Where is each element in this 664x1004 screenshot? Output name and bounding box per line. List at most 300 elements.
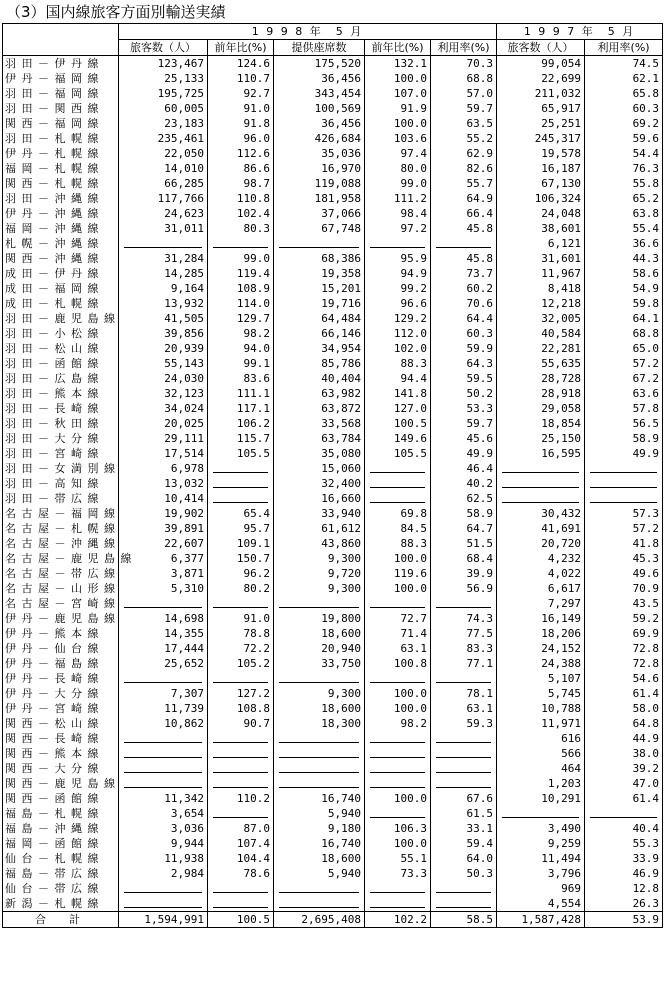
table-row — [3, 326, 663, 341]
prev-load-factor-cell: 12.8 — [585, 881, 663, 896]
route-name-cell: 伊 丹 － 札 幌 線 — [3, 146, 119, 161]
load-factor-cell: 45.8 — [431, 221, 497, 236]
prev-passengers-cell: 3,796 — [497, 866, 585, 881]
seats-yoy-cell: 100.0 — [365, 71, 431, 86]
prev-passengers-cell: 20,720 — [497, 536, 585, 551]
passengers-cell: 10,862 — [119, 716, 208, 731]
passengers-yoy-cell: 108.9 — [208, 281, 274, 296]
prev-passengers-cell: 55,635 — [497, 356, 585, 371]
prev-load-factor-cell: 55.4 — [585, 221, 663, 236]
route-name-cell: 名 古 屋 － 宮 崎 線 — [3, 596, 119, 611]
prev-load-factor-cell: 41.8 — [585, 536, 663, 551]
prev-passengers-cell: 1,203 — [497, 776, 585, 791]
prev-load-factor-cell: 55.3 — [585, 836, 663, 851]
no-data-dash — [279, 885, 359, 893]
seats-yoy-cell: 99.0 — [365, 176, 431, 191]
seats-cell — [274, 896, 365, 912]
total-load-factor: 58.5 — [431, 912, 497, 928]
load-factor-cell: 62.5 — [431, 491, 497, 506]
no-data-dash — [213, 675, 268, 683]
seats-yoy-cell: 69.8 — [365, 506, 431, 521]
seats-yoy-cell: 100.0 — [365, 686, 431, 701]
prev-load-factor-cell: 69.9 — [585, 626, 663, 641]
seats-cell: 43,860 — [274, 536, 365, 551]
prev-load-factor-cell: 57.3 — [585, 506, 663, 521]
table-row — [3, 341, 663, 356]
column-header-passengers: 旅客数（人） — [119, 40, 208, 56]
seats-yoy-cell: 97.2 — [365, 221, 431, 236]
load-factor-cell: 77.1 — [431, 656, 497, 671]
prev-load-factor-cell: 46.9 — [585, 866, 663, 881]
table-row — [3, 446, 663, 461]
seats-cell: 35,036 — [274, 146, 365, 161]
prev-load-factor-cell — [585, 476, 663, 491]
passengers-cell: 31,284 — [119, 251, 208, 266]
seats-yoy-cell: 98.2 — [365, 716, 431, 731]
passengers-cell — [119, 896, 208, 912]
seats-cell: 63,982 — [274, 386, 365, 401]
route-name-cell: 新 潟 － 札 幌 線 — [3, 896, 119, 912]
passengers-yoy-cell: 65.4 — [208, 506, 274, 521]
seats-yoy-cell: 100.0 — [365, 581, 431, 596]
load-factor-cell: 46.4 — [431, 461, 497, 476]
route-name-cell: 名 古 屋 － 福 岡 線 — [3, 506, 119, 521]
passengers-cell: 14,355 — [119, 626, 208, 641]
passengers-yoy-cell: 86.6 — [208, 161, 274, 176]
prev-load-factor-cell: 62.1 — [585, 71, 663, 86]
load-factor-cell — [431, 671, 497, 686]
seats-yoy-cell: 97.4 — [365, 146, 431, 161]
total-prev-load-factor: 53.9 — [585, 912, 663, 928]
seats-yoy-cell: 111.2 — [365, 191, 431, 206]
seats-cell: 61,612 — [274, 521, 365, 536]
table-row — [3, 401, 663, 416]
table-row — [3, 836, 663, 851]
route-name-cell: 名 古 屋 － 帯 広 線 — [3, 566, 119, 581]
table-row — [3, 716, 663, 731]
no-data-dash — [370, 735, 425, 743]
prev-passengers-cell: 28,728 — [497, 371, 585, 386]
table-row — [3, 596, 663, 611]
passengers-yoy-cell: 108.8 — [208, 701, 274, 716]
passengers-cell: 39,856 — [119, 326, 208, 341]
passengers-cell: 34,024 — [119, 401, 208, 416]
route-name-cell: 羽 田 － 福 岡 線 — [3, 86, 119, 101]
passengers-cell: 23,183 — [119, 116, 208, 131]
seats-cell: 64,484 — [274, 311, 365, 326]
no-data-dash — [436, 600, 491, 608]
passengers-cell — [119, 671, 208, 686]
load-factor-cell: 64.0 — [431, 851, 497, 866]
prev-passengers-cell: 28,918 — [497, 386, 585, 401]
passengers-yoy-cell: 107.4 — [208, 836, 274, 851]
prev-passengers-cell: 4,232 — [497, 551, 585, 566]
seats-cell: 18,600 — [274, 701, 365, 716]
no-data-dash — [436, 240, 491, 248]
seats-cell: 5,940 — [274, 866, 365, 881]
seats-cell: 40,404 — [274, 371, 365, 386]
column-header-load-factor: 利用率(%) — [431, 40, 497, 56]
passengers-cell — [119, 596, 208, 611]
period-current-header: 1 9 9 8 年 5 月 — [119, 24, 497, 40]
seats-yoy-cell — [365, 236, 431, 251]
passengers-cell: 11,739 — [119, 701, 208, 716]
passengers-yoy-cell: 87.0 — [208, 821, 274, 836]
prev-load-factor-cell: 70.9 — [585, 581, 663, 596]
prev-passengers-cell: 25,150 — [497, 431, 585, 446]
passengers-cell: 195,725 — [119, 86, 208, 101]
total-passengers: 1,594,991 — [119, 912, 208, 928]
prev-passengers-cell: 616 — [497, 731, 585, 746]
column-header-seats: 提供座席数 — [274, 40, 365, 56]
passengers-cell: 19,902 — [119, 506, 208, 521]
seats-yoy-cell: 132.1 — [365, 56, 431, 72]
route-name-cell: 羽 田 － 関 西 線 — [3, 101, 119, 116]
seats-yoy-cell: 102.0 — [365, 341, 431, 356]
seats-yoy-cell — [365, 671, 431, 686]
passengers-cell: 24,623 — [119, 206, 208, 221]
prev-load-factor-cell: 59.6 — [585, 131, 663, 146]
load-factor-cell: 55.7 — [431, 176, 497, 191]
passengers-cell: 17,444 — [119, 641, 208, 656]
load-factor-cell: 59.4 — [431, 836, 497, 851]
prev-load-factor-cell: 72.8 — [585, 641, 663, 656]
prev-passengers-cell: 22,281 — [497, 341, 585, 356]
seats-cell: 68,386 — [274, 251, 365, 266]
load-factor-cell: 49.9 — [431, 446, 497, 461]
table-row — [3, 236, 663, 251]
route-name-cell: 関 西 － 札 幌 線 — [3, 176, 119, 191]
passengers-yoy-cell: 94.0 — [208, 341, 274, 356]
passengers-cell: 9,164 — [119, 281, 208, 296]
prev-passengers-cell: 22,699 — [497, 71, 585, 86]
prev-load-factor-cell: 68.8 — [585, 326, 663, 341]
route-name-cell: 福 岡 － 函 館 線 — [3, 836, 119, 851]
table-row — [3, 476, 663, 491]
load-factor-cell: 64.4 — [431, 311, 497, 326]
seats-yoy-cell: 94.4 — [365, 371, 431, 386]
prev-load-factor-cell: 64.8 — [585, 716, 663, 731]
prev-passengers-cell: 11,971 — [497, 716, 585, 731]
seats-yoy-cell: 119.6 — [365, 566, 431, 581]
passengers-yoy-cell: 98.2 — [208, 326, 274, 341]
seats-yoy-cell — [365, 476, 431, 491]
prev-passengers-cell: 5,107 — [497, 671, 585, 686]
seats-cell — [274, 746, 365, 761]
seats-cell: 18,600 — [274, 626, 365, 641]
seats-yoy-cell: 96.6 — [365, 296, 431, 311]
route-header-cell — [3, 24, 119, 56]
table-row — [3, 641, 663, 656]
route-name-cell: 成 田 － 伊 丹 線 — [3, 266, 119, 281]
prev-load-factor-cell: 58.0 — [585, 701, 663, 716]
route-name-cell: 羽 田 － 大 分 線 — [3, 431, 119, 446]
prev-passengers-cell: 3,490 — [497, 821, 585, 836]
route-name-cell: 成 田 － 札 幌 線 — [3, 296, 119, 311]
table-row — [3, 101, 663, 116]
route-name-cell: 羽 田 － 秋 田 線 — [3, 416, 119, 431]
no-data-dash — [370, 900, 425, 908]
load-factor-cell: 82.6 — [431, 161, 497, 176]
total-passengers-yoy: 100.5 — [208, 912, 274, 928]
prev-passengers-cell: 11,967 — [497, 266, 585, 281]
route-name-cell: 福 島 － 札 幌 線 — [3, 806, 119, 821]
load-factor-cell: 64.3 — [431, 356, 497, 371]
route-name-cell: 名 古 屋 － 札 幌 線 — [3, 521, 119, 536]
seats-cell: 18,600 — [274, 851, 365, 866]
seats-cell: 33,568 — [274, 416, 365, 431]
no-data-dash — [213, 885, 268, 893]
table-row — [3, 761, 663, 776]
passengers-cell: 5,310 — [119, 581, 208, 596]
load-factor-cell: 59.9 — [431, 341, 497, 356]
seats-yoy-cell: 100.0 — [365, 791, 431, 806]
seats-yoy-cell: 141.8 — [365, 386, 431, 401]
seats-cell: 426,684 — [274, 131, 365, 146]
transport-table-wrapper — [2, 23, 662, 928]
passengers-yoy-cell — [208, 596, 274, 611]
passengers-cell: 39,891 — [119, 521, 208, 536]
seats-cell: 85,786 — [274, 356, 365, 371]
prev-passengers-cell: 464 — [497, 761, 585, 776]
table-row — [3, 686, 663, 701]
prev-passengers-cell — [497, 476, 585, 491]
prev-passengers-cell: 4,022 — [497, 566, 585, 581]
prev-passengers-cell: 24,388 — [497, 656, 585, 671]
prev-load-factor-cell: 57.2 — [585, 521, 663, 536]
seats-cell: 9,180 — [274, 821, 365, 836]
prev-passengers-cell: 7,297 — [497, 596, 585, 611]
passengers-yoy-cell — [208, 746, 274, 761]
passengers-yoy-cell: 102.4 — [208, 206, 274, 221]
passengers-cell: 14,698 — [119, 611, 208, 626]
no-data-dash — [124, 765, 202, 773]
prev-load-factor-cell: 63.8 — [585, 206, 663, 221]
passengers-yoy-cell — [208, 476, 274, 491]
prev-passengers-cell: 24,048 — [497, 206, 585, 221]
route-name-cell: 羽 田 － 帯 広 線 — [3, 491, 119, 506]
no-data-dash — [124, 885, 202, 893]
route-name-cell: 関 西 － 熊 本 線 — [3, 746, 119, 761]
prev-load-factor-cell: 58.6 — [585, 266, 663, 281]
route-name-cell: 関 西 － 福 岡 線 — [3, 116, 119, 131]
load-factor-cell: 55.2 — [431, 131, 497, 146]
prev-load-factor-cell: 54.4 — [585, 146, 663, 161]
no-data-dash — [370, 480, 425, 488]
table-row — [3, 566, 663, 581]
prev-load-factor-cell — [585, 806, 663, 821]
no-data-dash — [502, 480, 579, 488]
seats-yoy-cell: 103.6 — [365, 131, 431, 146]
passengers-cell: 11,342 — [119, 791, 208, 806]
seats-cell: 9,300 — [274, 581, 365, 596]
prev-load-factor-cell: 56.5 — [585, 416, 663, 431]
seats-yoy-cell: 91.9 — [365, 101, 431, 116]
seats-cell: 16,740 — [274, 836, 365, 851]
prev-passengers-cell: 18,206 — [497, 626, 585, 641]
no-data-dash — [279, 240, 359, 248]
seats-yoy-cell: 94.9 — [365, 266, 431, 281]
prev-load-factor-cell: 65.8 — [585, 86, 663, 101]
no-data-dash — [590, 465, 657, 473]
seats-yoy-cell — [365, 746, 431, 761]
seats-cell: 34,954 — [274, 341, 365, 356]
passengers-cell: 2,984 — [119, 866, 208, 881]
table-row — [3, 221, 663, 236]
passengers-cell: 20,939 — [119, 341, 208, 356]
no-data-dash — [590, 480, 657, 488]
route-name-cell: 伊 丹 － 沖 縄 線 — [3, 206, 119, 221]
table-row — [3, 626, 663, 641]
seats-cell: 343,454 — [274, 86, 365, 101]
route-name-cell: 成 田 － 福 岡 線 — [3, 281, 119, 296]
load-factor-cell: 33.1 — [431, 821, 497, 836]
table-row — [3, 371, 663, 386]
seats-cell: 16,970 — [274, 161, 365, 176]
total-prev-passengers: 1,587,428 — [497, 912, 585, 928]
passengers-cell: 13,032 — [119, 476, 208, 491]
prev-load-factor-cell: 36.6 — [585, 236, 663, 251]
seats-yoy-cell: 63.1 — [365, 641, 431, 656]
passengers-yoy-cell: 109.1 — [208, 536, 274, 551]
seats-cell: 100,569 — [274, 101, 365, 116]
no-data-dash — [370, 765, 425, 773]
seats-cell — [274, 596, 365, 611]
load-factor-cell: 58.9 — [431, 506, 497, 521]
prev-passengers-cell: 11,494 — [497, 851, 585, 866]
seats-yoy-cell: 100.0 — [365, 116, 431, 131]
load-factor-cell: 60.3 — [431, 326, 497, 341]
passengers-yoy-cell — [208, 806, 274, 821]
no-data-dash — [279, 750, 359, 758]
prev-load-factor-cell: 61.4 — [585, 686, 663, 701]
seats-cell: 20,940 — [274, 641, 365, 656]
route-name-cell: 羽 田 － 鹿 児 島 線 — [3, 311, 119, 326]
prev-load-factor-cell: 33.9 — [585, 851, 663, 866]
prev-load-factor-cell: 67.2 — [585, 371, 663, 386]
table-row — [3, 116, 663, 131]
no-data-dash — [436, 900, 491, 908]
seats-cell — [274, 881, 365, 896]
column-header-prev-passengers: 旅客数（人） — [497, 40, 585, 56]
seats-cell: 33,940 — [274, 506, 365, 521]
route-name-cell: 福 島 － 沖 縄 線 — [3, 821, 119, 836]
load-factor-cell: 63.5 — [431, 116, 497, 131]
period-previous-header: 1 9 9 7 年 5 月 — [497, 24, 663, 40]
passengers-yoy-cell: 119.4 — [208, 266, 274, 281]
passengers-yoy-cell: 115.7 — [208, 431, 274, 446]
table-row — [3, 416, 663, 431]
seats-yoy-cell: 112.0 — [365, 326, 431, 341]
route-name-cell: 羽 田 － 松 山 線 — [3, 341, 119, 356]
passengers-yoy-cell: 96.0 — [208, 131, 274, 146]
seats-yoy-cell: 72.7 — [365, 611, 431, 626]
prev-passengers-cell: 29,058 — [497, 401, 585, 416]
table-row — [3, 71, 663, 86]
seats-cell — [274, 236, 365, 251]
no-data-dash — [213, 900, 268, 908]
prev-passengers-cell: 4,554 — [497, 896, 585, 912]
table-row — [3, 296, 663, 311]
total-seats-yoy: 102.2 — [365, 912, 431, 928]
passengers-yoy-cell — [208, 671, 274, 686]
no-data-dash — [124, 900, 202, 908]
seats-cell: 16,660 — [274, 491, 365, 506]
passengers-cell: 3,871 — [119, 566, 208, 581]
no-data-dash — [370, 750, 425, 758]
no-data-dash — [213, 465, 268, 473]
prev-load-factor-cell: 58.9 — [585, 431, 663, 446]
passengers-cell: 60,005 — [119, 101, 208, 116]
no-data-dash — [370, 495, 425, 503]
no-data-dash — [436, 735, 491, 743]
load-factor-cell: 66.4 — [431, 206, 497, 221]
table-row — [3, 611, 663, 626]
column-header-passengers-yoy: 前年比(%) — [208, 40, 274, 56]
no-data-dash — [279, 600, 359, 608]
passengers-cell: 14,285 — [119, 266, 208, 281]
table-row — [3, 521, 663, 536]
passengers-yoy-cell: 150.7 — [208, 551, 274, 566]
load-factor-cell: 63.1 — [431, 701, 497, 716]
no-data-dash — [370, 810, 425, 818]
passengers-yoy-cell: 96.2 — [208, 566, 274, 581]
prev-load-factor-cell: 39.2 — [585, 761, 663, 776]
seats-yoy-cell — [365, 896, 431, 912]
prev-passengers-cell: 40,584 — [497, 326, 585, 341]
load-factor-cell: 59.7 — [431, 101, 497, 116]
seats-yoy-cell — [365, 761, 431, 776]
table-row — [3, 56, 663, 72]
passengers-yoy-cell: 91.0 — [208, 611, 274, 626]
table-row — [3, 491, 663, 506]
prev-load-factor-cell: 26.3 — [585, 896, 663, 912]
seats-yoy-cell: 106.3 — [365, 821, 431, 836]
table-row — [3, 866, 663, 881]
load-factor-cell: 50.2 — [431, 386, 497, 401]
passengers-yoy-cell — [208, 491, 274, 506]
load-factor-cell — [431, 776, 497, 791]
prev-load-factor-cell: 49.6 — [585, 566, 663, 581]
route-name-cell: 伊 丹 － 仙 台 線 — [3, 641, 119, 656]
prev-load-factor-cell: 61.4 — [585, 791, 663, 806]
prev-load-factor-cell: 69.2 — [585, 116, 663, 131]
route-name-cell: 福 岡 － 沖 縄 線 — [3, 221, 119, 236]
table-row — [3, 161, 663, 176]
route-name-cell: 関 西 － 大 分 線 — [3, 761, 119, 776]
transport-table — [2, 23, 663, 928]
seats-yoy-cell: 88.3 — [365, 536, 431, 551]
no-data-dash — [436, 765, 491, 773]
table-row — [3, 386, 663, 401]
passengers-cell: 29,111 — [119, 431, 208, 446]
no-data-dash — [213, 240, 268, 248]
route-name-cell: 伊 丹 － 熊 本 線 — [3, 626, 119, 641]
column-header-prev-load-factor: 利用率(%) — [585, 40, 663, 56]
seats-yoy-cell — [365, 881, 431, 896]
passengers-yoy-cell: 99.0 — [208, 251, 274, 266]
load-factor-cell: 39.9 — [431, 566, 497, 581]
prev-load-factor-cell: 72.8 — [585, 656, 663, 671]
passengers-cell: 24,030 — [119, 371, 208, 386]
passengers-cell: 10,414 — [119, 491, 208, 506]
route-name-cell: 伊 丹 － 大 分 線 — [3, 686, 119, 701]
table-row — [3, 671, 663, 686]
passengers-yoy-cell: 127.2 — [208, 686, 274, 701]
table-row — [3, 821, 663, 836]
table-row — [3, 311, 663, 326]
route-name-cell: 伊 丹 － 福 岡 線 — [3, 71, 119, 86]
